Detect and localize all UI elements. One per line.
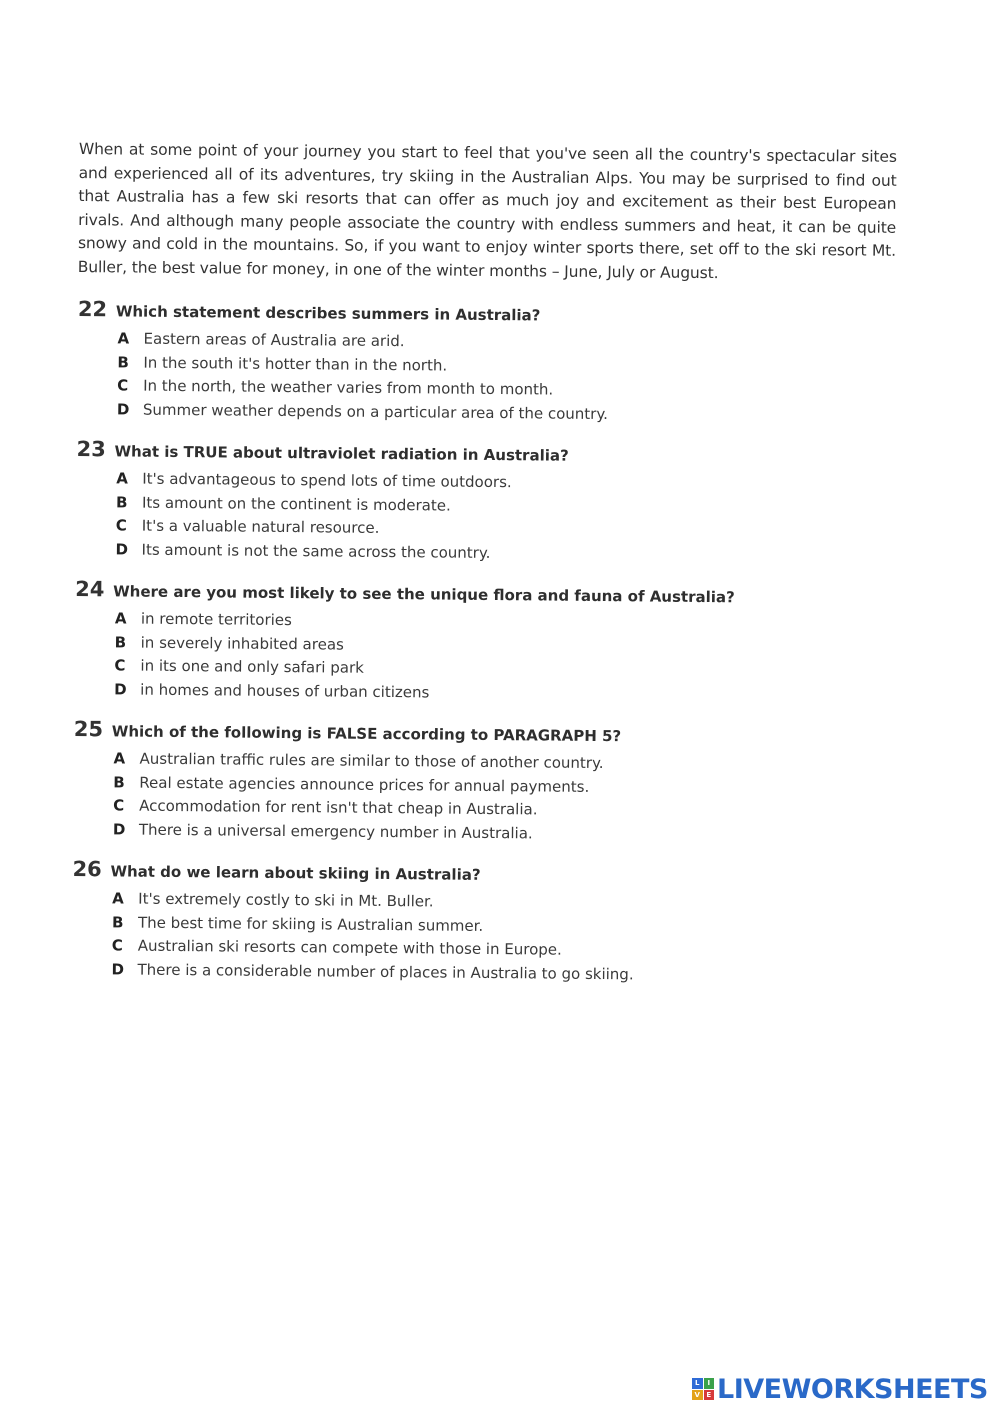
question-text: What do we learn about skiing in Australia? bbox=[110, 862, 481, 884]
question-text: Which of the following is FALSE according to PARAGRAPH 5? bbox=[111, 722, 622, 746]
option-letter: B bbox=[114, 632, 127, 651]
question-header bbox=[78, 297, 878, 335]
option-letter: D bbox=[112, 819, 126, 838]
option-list bbox=[117, 329, 878, 430]
option-text: It's extremely costly to ski in Mt. Buller. bbox=[138, 889, 434, 911]
logo-text: LIVEWORKSHEETS bbox=[717, 1373, 988, 1405]
question-26 bbox=[71, 857, 872, 991]
option-letter: C bbox=[115, 516, 127, 535]
option-list bbox=[111, 889, 872, 990]
option-text: in homes and houses of urban citizens bbox=[140, 680, 430, 701]
option-text: Its amount is not the same across the country. bbox=[141, 540, 491, 562]
question-header bbox=[76, 437, 876, 475]
question-header bbox=[75, 577, 875, 615]
option-list bbox=[113, 749, 874, 850]
option-text: Accommodation for rent isn't that cheap in Australia. bbox=[139, 796, 538, 819]
option-letter: D bbox=[116, 399, 130, 418]
option-text: It's advantageous to spend lots of time outdoors. bbox=[142, 469, 512, 492]
question-number: 26 bbox=[72, 856, 102, 882]
option-text: in remote territories bbox=[140, 609, 292, 630]
question-text: Which statement describes summers in Australia? bbox=[115, 302, 541, 325]
question-number: 25 bbox=[73, 716, 104, 742]
option-text: Australian ski resorts can compete with those in Europe. bbox=[137, 936, 562, 959]
question-25 bbox=[73, 717, 874, 851]
option-text: Eastern areas of Australia are arid. bbox=[143, 329, 405, 351]
option-text: It's a valuable natural resource. bbox=[141, 516, 380, 537]
question-23 bbox=[75, 437, 876, 571]
option-letter: A bbox=[112, 889, 124, 908]
option-letter: A bbox=[116, 469, 128, 488]
option-letter: C bbox=[117, 376, 129, 395]
option-text: Its amount on the continent is moderate. bbox=[141, 493, 451, 515]
question-header bbox=[74, 717, 874, 755]
option-letter: A bbox=[117, 329, 130, 348]
option-text: There is a universal emergency number in Australia. bbox=[138, 820, 533, 842]
option-text: In the south it's hotter than in the north. bbox=[143, 353, 448, 375]
option-text: In the north, the weather varies from month to month. bbox=[143, 376, 554, 399]
liveworksheets-logo bbox=[692, 1373, 988, 1405]
question-22 bbox=[77, 297, 878, 431]
option-text: in severely inhabited areas bbox=[140, 633, 344, 654]
option-text: in its one and only safari park bbox=[140, 656, 364, 677]
option-letter: D bbox=[115, 539, 129, 558]
logo-mark-letter: L bbox=[692, 1378, 703, 1389]
option-letter: B bbox=[111, 912, 124, 931]
option-text: Real estate agencies announce prices for annual payments. bbox=[139, 773, 590, 796]
option-letter: A bbox=[113, 749, 126, 768]
option-list bbox=[115, 469, 876, 570]
question-number: 23 bbox=[76, 436, 106, 462]
question-number: 24 bbox=[75, 576, 105, 602]
liveworksheets-logo-icon bbox=[692, 1378, 714, 1400]
option-text: Summer weather depends on a particular area of the country. bbox=[142, 400, 608, 423]
question-number: 22 bbox=[77, 297, 108, 322]
question-list bbox=[71, 297, 878, 1005]
option-letter: B bbox=[115, 492, 128, 511]
option-letter: B bbox=[113, 772, 125, 791]
option-text: Australian traffic rules are similar to those of another country. bbox=[139, 749, 604, 773]
option-letter: B bbox=[117, 352, 129, 371]
option-text: The best time for skiing is Australian summer. bbox=[137, 913, 484, 935]
option-letter: D bbox=[111, 959, 125, 978]
option-list bbox=[114, 609, 875, 710]
option-letter: D bbox=[114, 679, 127, 698]
question-text: Where are you most likely to see the unique flora and fauna of Australia? bbox=[113, 582, 735, 607]
intro-paragraph: When at some point of your journey you start to feel that you've seen all the country's spectacular sites and experienced all of its adventures, try skiing in the Australian Alps. You may be surprised to find out that Australia has a few ski resorts that can offer as much joy and excitement as their best European rivals. And although many people associate the country with endless summers and heat, it can be quite snowy and cold in the mountains. So, if you want to enjoy winter sports there, set off to the ski resort Mt. Buller, the best value for money, in one of the winter months – June, July or August. bbox=[77, 139, 897, 282]
option-letter: C bbox=[113, 796, 125, 815]
option-letter: C bbox=[114, 656, 126, 675]
logo-mark-letter: E bbox=[704, 1390, 715, 1401]
logo-mark-letter: I bbox=[704, 1378, 715, 1389]
logo-mark-letter: V bbox=[692, 1390, 703, 1401]
question-text: What is TRUE about ultraviolet radiation in Australia? bbox=[114, 442, 569, 465]
option-letter: A bbox=[114, 609, 127, 628]
option-letter: C bbox=[111, 936, 123, 955]
question-header bbox=[72, 857, 872, 895]
question-24 bbox=[74, 577, 875, 711]
option-text: There is a considerable number of places in Australia to go skiing. bbox=[137, 960, 634, 983]
